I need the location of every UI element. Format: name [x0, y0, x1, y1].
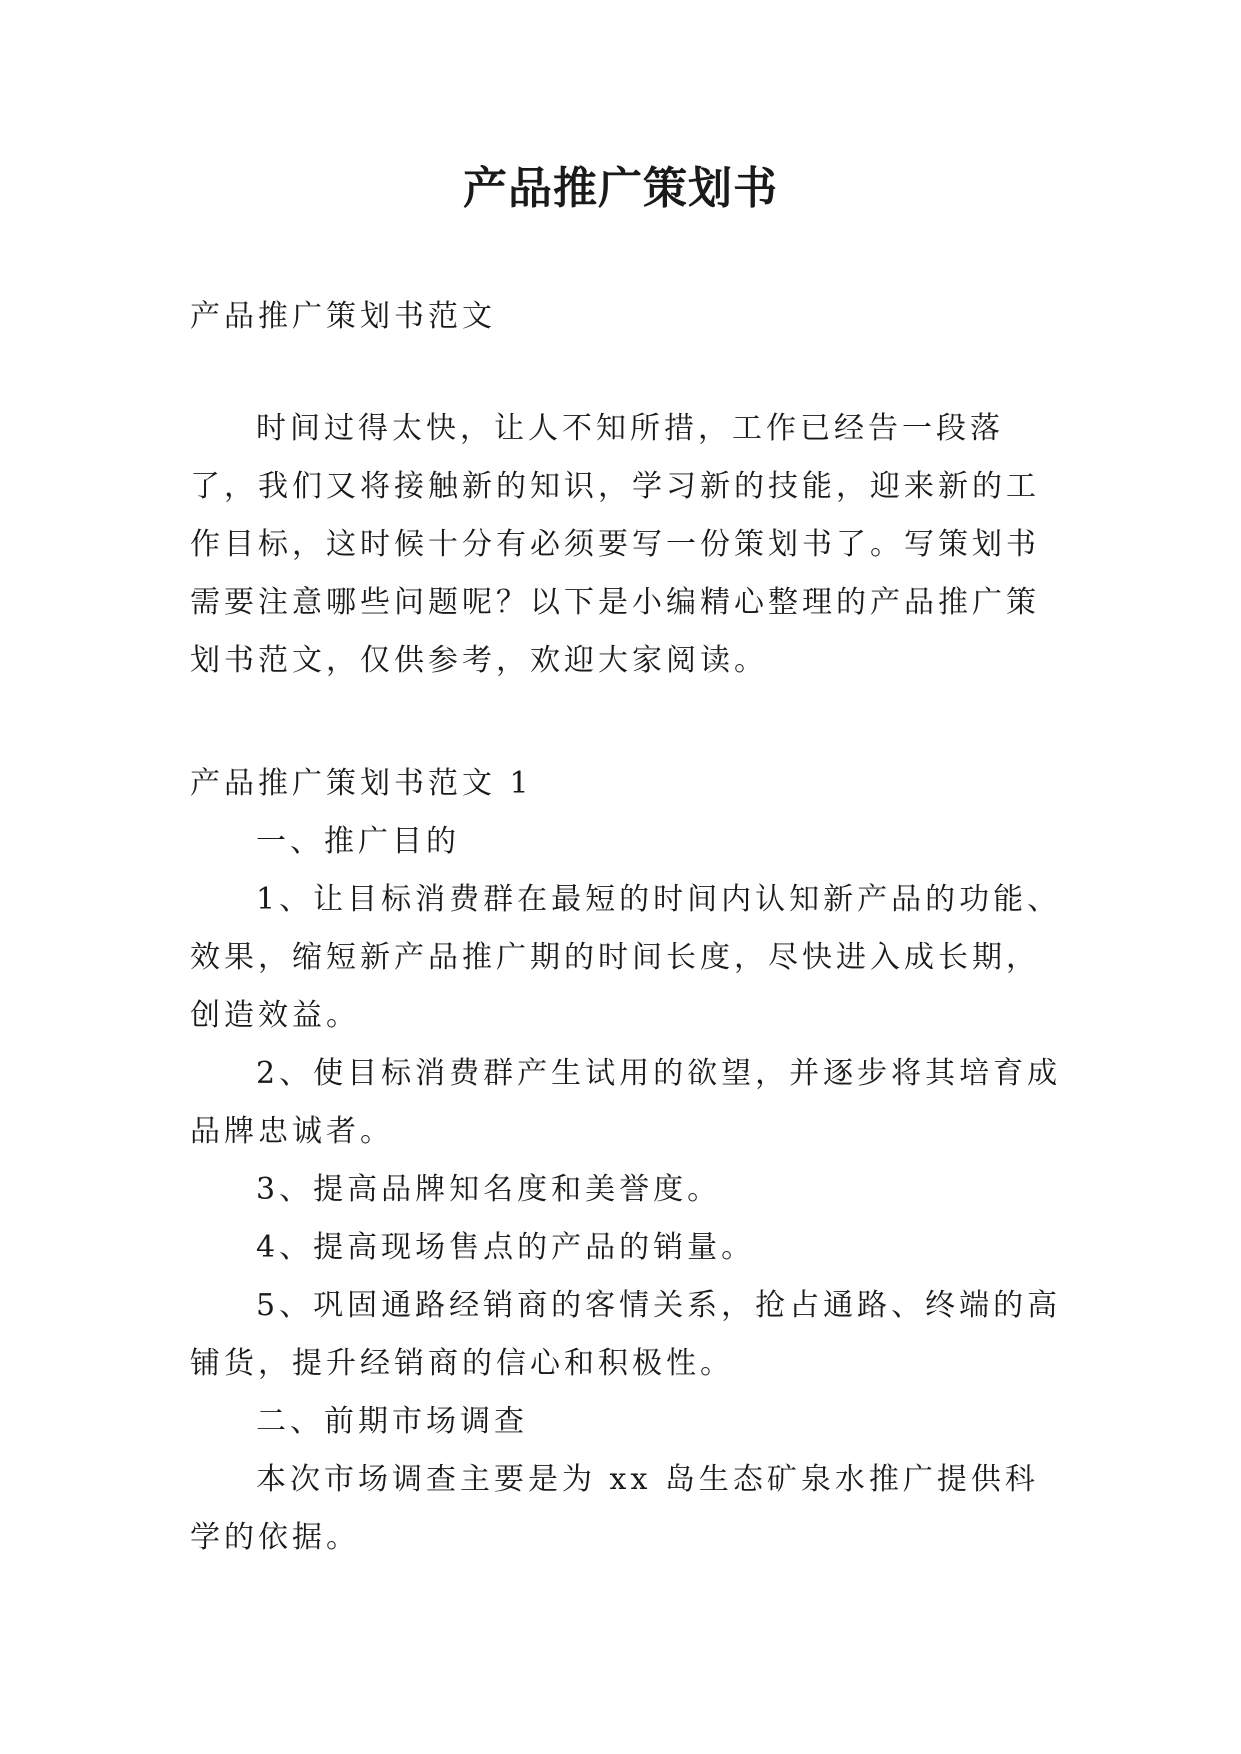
list-item: 3、提高品牌知名度和美誉度。 — [256, 1172, 722, 1207]
section-heading: 产品推广策划书范文 1 — [190, 766, 533, 801]
list-item: 5、巩固通路经销商的客情关系，抢占通路、终端的高铺货，提升经销商的信心和积极性。 — [190, 1288, 1062, 1381]
list-item: 2、使目标消费群产生试用的欲望，并逐步将其培育成品牌忠诚者。 — [190, 1056, 1062, 1149]
document-subtitle: 产品推广策划书范文 — [190, 299, 496, 334]
paragraph: 本次市场调查主要是为 xx 岛生态矿泉水推广提供科学的依据。 — [190, 1462, 1039, 1555]
section-1 — [190, 755, 1070, 1567]
document-title: 产品推广策划书 — [463, 163, 778, 214]
list-item: 1、让目标消费群在最短的时间内认知新产品的功能、效果，缩短新产品推广期的时间长度，尽快进入成长期，创造效益。 — [190, 882, 1062, 1033]
heading-promotion-purpose: 一、推广目的 — [256, 824, 460, 859]
intro-text: 时间过得太快，让人不知所措，工作已经告一段落了，我们又将接触新的知识，学习新的技能，迎来新的工作目标，这时候十分有必须要写一份策划书了。写策划书需要注意哪些问题呢？以下是小编精心整理的产品推广策划书范文，仅供参考，欢迎大家阅读。 — [190, 411, 1040, 678]
intro-paragraph — [190, 400, 1070, 690]
list-item: 4、提高现场售点的产品的销量。 — [256, 1230, 756, 1265]
heading-market-research: 二、前期市场调查 — [256, 1404, 528, 1439]
